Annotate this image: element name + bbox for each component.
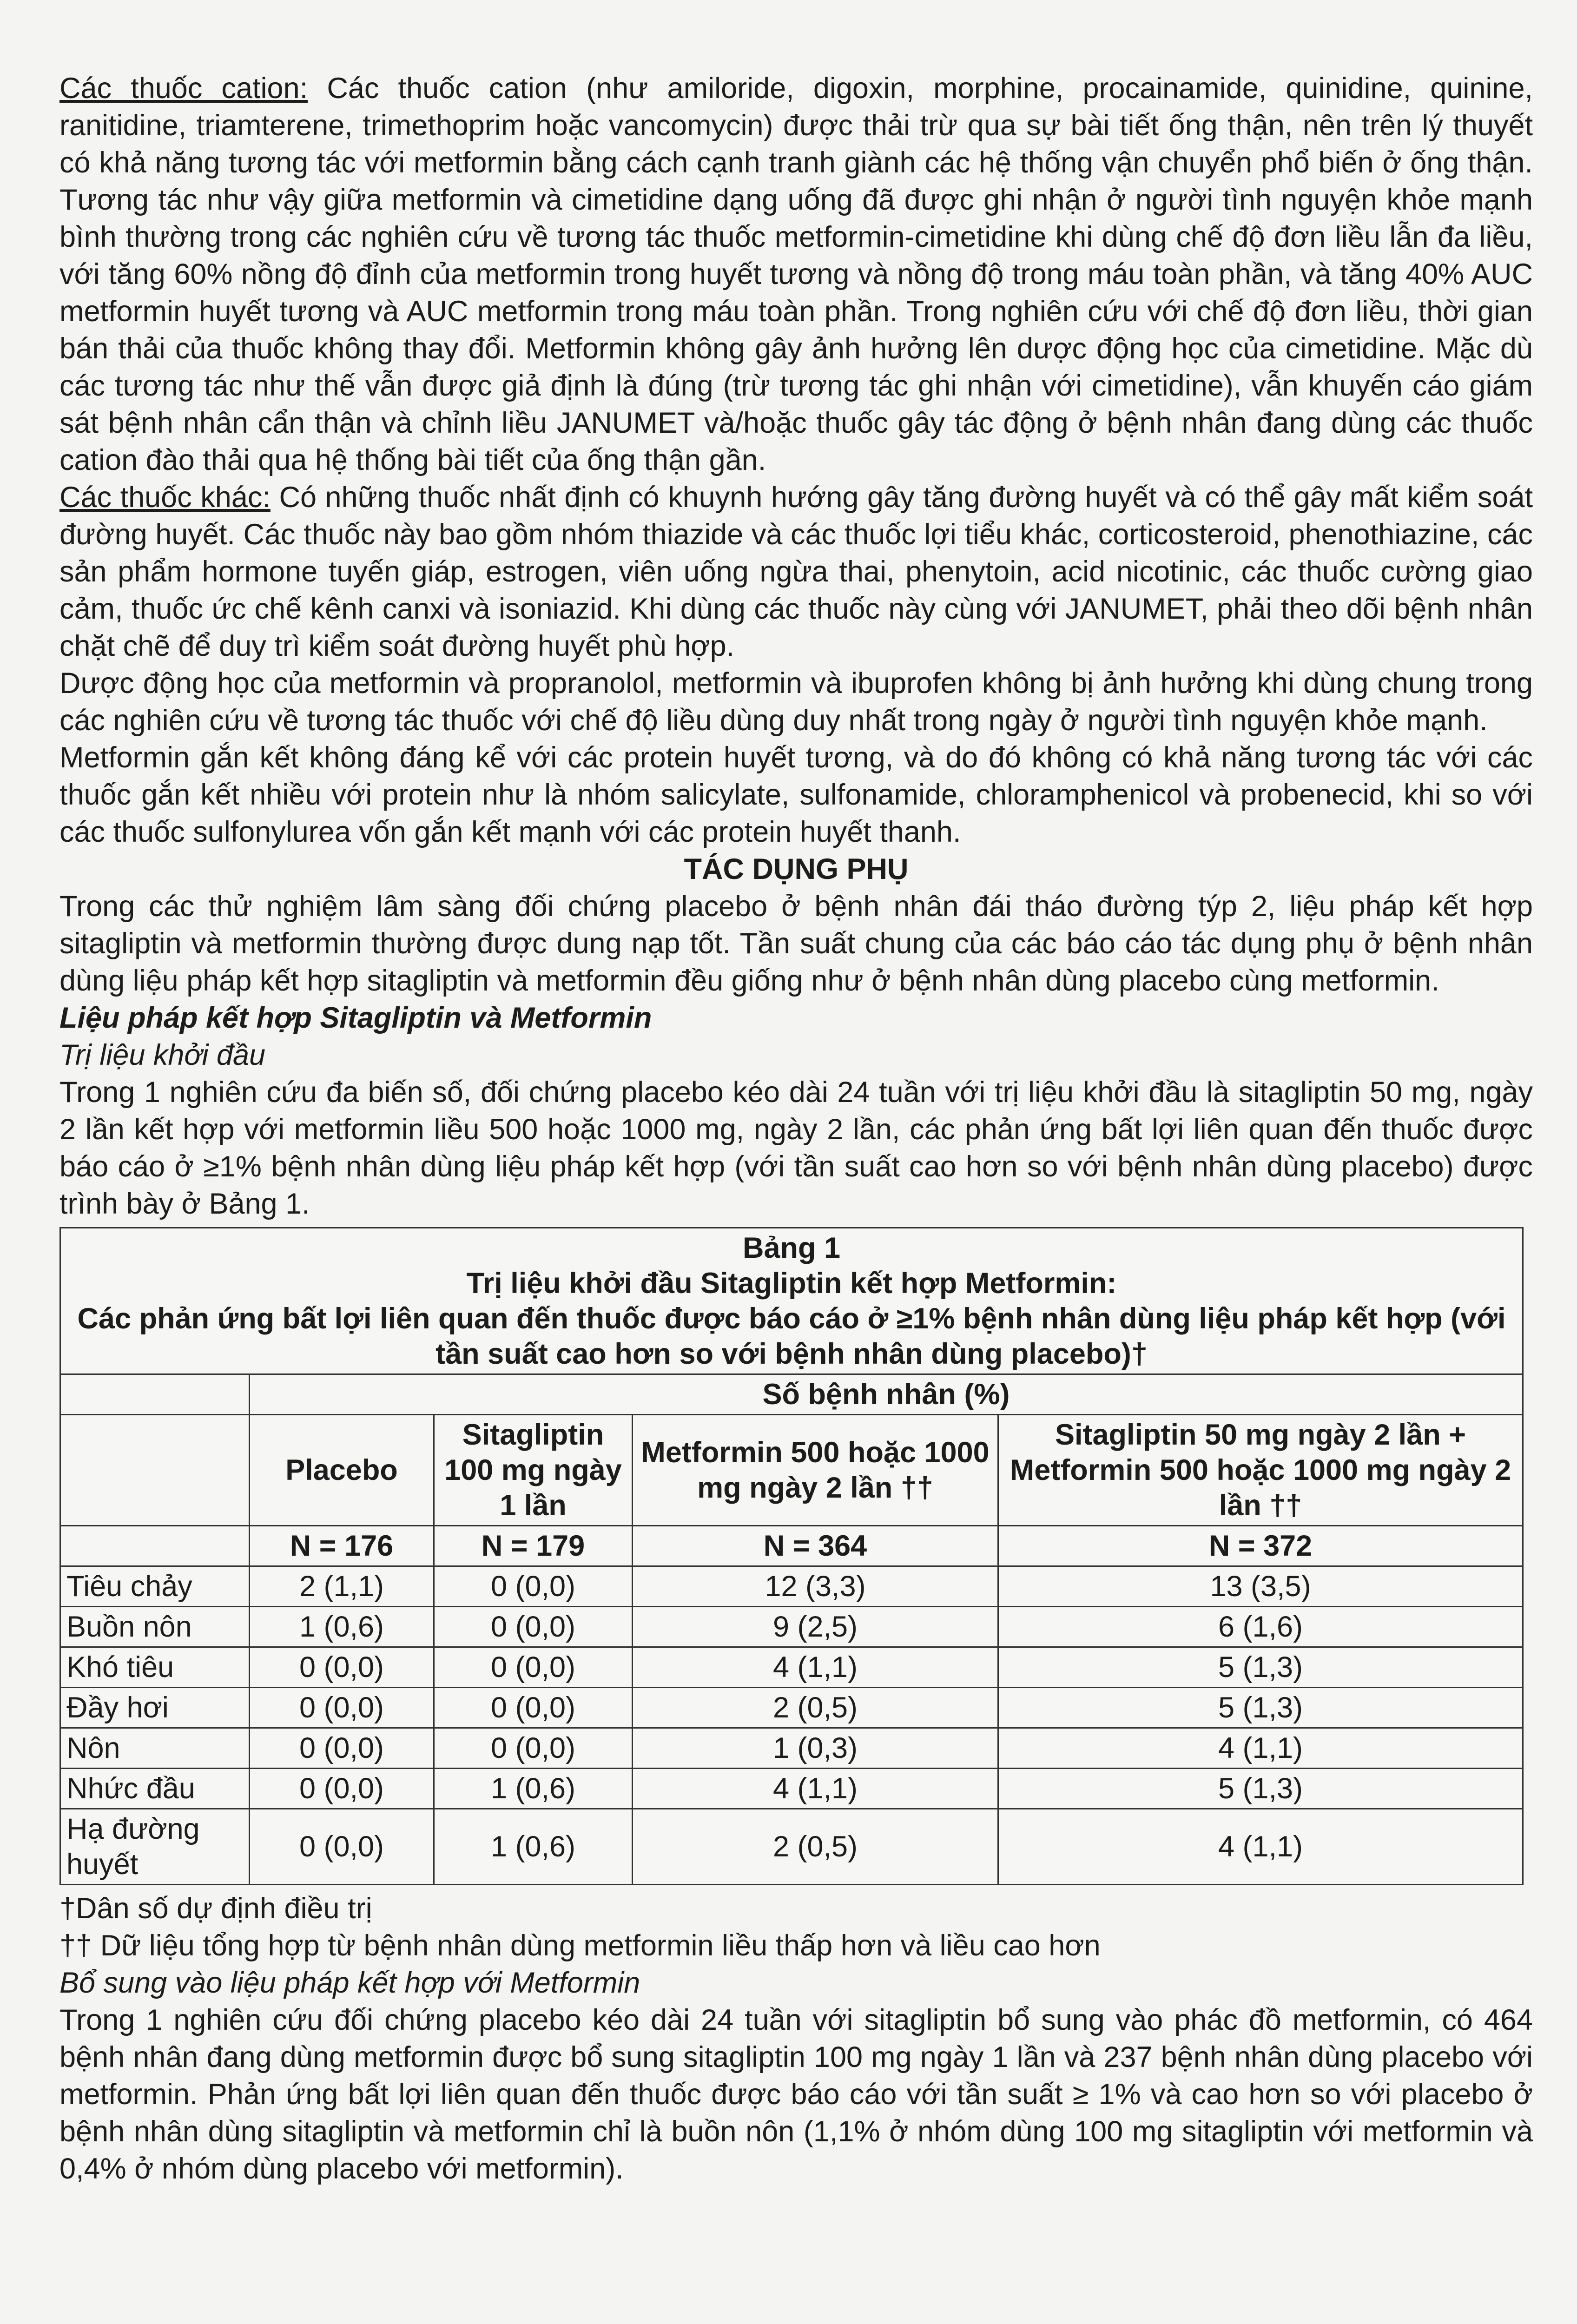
table-cell: 0 (0,0) (434, 1566, 633, 1607)
table-row (60, 1647, 1523, 1688)
table-row (60, 1769, 1523, 1809)
table-row (60, 1607, 1523, 1647)
table-cell: 6 (1,6) (998, 1607, 1523, 1647)
table-cell: 1 (0,3) (633, 1728, 998, 1769)
table-cell: 1 (0,6) (250, 1607, 434, 1647)
table-row (60, 1566, 1523, 1607)
table-cell: 0 (0,0) (434, 1688, 633, 1728)
subheading-initial-therapy: Trị liệu khởi đầu (59, 1039, 266, 1071)
table-cell: 5 (1,3) (998, 1769, 1523, 1809)
table-cell: 2 (1,1) (250, 1566, 434, 1607)
table-cell: 0 (0,0) (250, 1728, 434, 1769)
table-cell: 12 (3,3) (633, 1566, 998, 1607)
table-cell: 2 (0,5) (633, 1809, 998, 1885)
table-cell: 9 (2,5) (633, 1607, 998, 1647)
table-empty-cell (60, 1526, 250, 1566)
paragraph-other-drugs (59, 479, 1533, 665)
subheading-add-on-therapy: Bổ sung vào liệu pháp kết hợp với Metformin (59, 1967, 640, 1999)
table-cell: 4 (1,1) (633, 1647, 998, 1688)
cation-drugs-label: Các thuốc cation: (59, 72, 308, 105)
table-number: Bảng 1 (742, 1232, 841, 1264)
table-cell: 13 (3,5) (998, 1566, 1523, 1607)
paragraph-initial-therapy-study: Trong 1 nghiên cứu đa biến số, đối chứng placebo kéo dài 24 tuần với trị liệu khởi đầu là sitagliptin 50 mg, ngày 2 lần kết hợp với metformin liều 500 hoặc 1000 mg, ngày 2 lần, các phản ứng bất lợi liên quan đến thuốc được báo cáo ở ≥1% bệnh nhân dùng liệu pháp kết hợp (với tần suất cao hơn so với bệnh nhân dùng placebo) được trình bày ở Bảng 1. (59, 1076, 1533, 1220)
table-cell: 4 (1,1) (998, 1728, 1523, 1769)
other-drugs-text: Có những thuốc nhất định có khuynh hướng gây tăng đường huyết và có thể gây mất kiểm soát đường huyết. Các thuốc này bao gồm nhóm thiazide và các thuốc lợi tiểu khác, corticosteroid, phenothiazine, các sản phẩm hormone tuyến giáp, estrogen, viên uống ngừa thai, phenytoin, acid nicotinic, các thuốc cường giao cảm, thuốc ức chế kênh canxi và isoniazid. Khi dùng các thuốc này cùng với JANUMET, phải theo dõi bệnh nhân chặt chẽ để duy trì kiểm soát đường huyết phù hợp. (59, 481, 1533, 662)
column-header-metformin: Metformin 500 hoặc 1000 mg ngày 2 lần †† (633, 1415, 998, 1526)
table-cell: 0 (0,0) (434, 1728, 633, 1769)
paragraph-cation-drugs (59, 70, 1533, 479)
table-cell: 4 (1,1) (633, 1769, 998, 1809)
row-label: Khó tiêu (60, 1647, 250, 1688)
table-cell: 0 (0,0) (250, 1809, 434, 1885)
paragraph-propranolol: Dược động học của metformin và propranolol, metformin và ibuprofen không bị ảnh hưởng khi dùng chung trong các nghiên cứu về tương tác thuốc với chế độ liều dùng duy nhất trong ngày ở người tình nguyện khỏe mạnh. (59, 667, 1533, 737)
table-cell: 1 (0,6) (434, 1769, 633, 1809)
table-cell: 0 (0,0) (250, 1688, 434, 1728)
page-content (59, 70, 1533, 2187)
table-row (60, 1688, 1523, 1728)
column-header-sitagliptin: Sitagliptin 100 mg ngày 1 lần (434, 1415, 633, 1526)
table-title: Trị liệu khởi đầu Sitagliptin kết hợp Metformin: (466, 1267, 1117, 1300)
adverse-reactions-table (59, 1227, 1524, 1885)
table-group-header-row (60, 1374, 1523, 1415)
table-cell: 0 (0,0) (434, 1647, 633, 1688)
paragraph-add-on-study: Trong 1 nghiên cứu đối chứng placebo kéo dài 24 tuần với sitagliptin bổ sung vào phác đồ metformin, có 464 bệnh nhân đang dùng metformin được bổ sung sitagliptin 100 mg ngày 1 lần và 237 bệnh nhân dùng placebo với metformin. Phản ứng bất lợi liên quan đến thuốc được báo cáo với tần suất ≥ 1% và cao hơn so với placebo ở bệnh nhân dùng sitagliptin và metformin chỉ là buồn nôn (1,1% ở nhóm dùng 100 mg sitagliptin với metformin và 0,4% ở nhóm dùng placebo với metformin). (59, 2004, 1533, 2185)
table-description: Các phản ứng bất lợi liên quan đến thuốc được báo cáo ở ≥1% bệnh nhân dùng liệu pháp kết hợp (với tần suất cao hơn so với bệnh nhân dùng placebo)† (77, 1302, 1506, 1370)
table-n-row (60, 1526, 1523, 1566)
n-value-cell: N = 364 (633, 1526, 998, 1566)
n-value-cell: N = 372 (998, 1526, 1523, 1566)
table-cell: 0 (0,0) (434, 1607, 633, 1647)
table-cell: 0 (0,0) (250, 1769, 434, 1809)
table-caption (60, 1228, 1523, 1374)
table-cell: 4 (1,1) (998, 1809, 1523, 1885)
n-value-cell: N = 176 (250, 1526, 434, 1566)
table-cell: 2 (0,5) (633, 1688, 998, 1728)
table-cell: 0 (0,0) (250, 1647, 434, 1688)
table-row (60, 1809, 1523, 1885)
row-label: Nhức đầu (60, 1769, 250, 1809)
row-label: Nôn (60, 1728, 250, 1769)
cation-drugs-text: Các thuốc cation (như amiloride, digoxin, morphine, procainamide, quinidine, quinine, ranitidine, triamterene, trimethoprim hoặc vancomycin) được thải trừ qua sự bài tiết ống thận, nên trên lý thuyết có khả năng tương tác với metformin bằng cách cạnh tranh giành các hệ thống vận chuyển phổ biến ở ống thận. Tương tác như vậy giữa metformin và cimetidine dạng uống đã được ghi nhận ở người tình nguyện khỏe mạnh bình thường trong các nghiên cứu về tương tác thuốc metformin-cimetidine khi dùng chế độ đơn liều lẫn đa liều, với tăng 60% nồng độ đỉnh của metformin trong huyết tương và nồng độ trong máu toàn phần, và tăng 40% AUC metformin huyết tương và AUC metformin trong máu toàn phần. Trong nghiên cứu với chế độ đơn liều, thời gian bán thải của thuốc không thay đổi. Metformin không gây ảnh hưởng lên dược động học của cimetidine. Mặc dù các tương tác như thế vẫn được giả định là đúng (trừ tương tác ghi nhận với cimetidine), vẫn khuyến cáo giám sát bệnh nhân cẩn thận và chỉnh liều JANUMET và/hoặc thuốc gây tác động ở bệnh nhân đang dùng các thuốc cation đào thải qua hệ thống bài tiết của ống thận gần. (59, 72, 1533, 476)
table-footnote-itt: †Dân số dự định điều trị (59, 1892, 372, 1925)
table-row (60, 1728, 1523, 1769)
section-heading-side-effects: TÁC DỤNG PHỤ (684, 853, 909, 885)
table-footnote-pooled: †† Dữ liệu tổng hợp từ bệnh nhân dùng metformin liều thấp hơn và liều cao hơn (59, 1929, 1101, 1962)
table-column-header-row (60, 1415, 1523, 1526)
subheading-combination-therapy: Liệu pháp kết hợp Sitagliptin và Metformin (59, 1002, 652, 1034)
paragraph-protein-binding: Metformin gắn kết không đáng kể với các protein huyết tương, và do đó không có khả năng tương tác với các thuốc gắn kết nhiều với protein như là nhóm salicylate, sulfonamide, chloramphenicol và probenecid, khi so với các thuốc sulfonylurea vốn gắn kết mạnh với các protein huyết thanh. (59, 741, 1533, 848)
row-label: Tiêu chảy (60, 1566, 250, 1607)
column-header-combination: Sitagliptin 50 mg ngày 2 lần + Metformin 500 hoặc 1000 mg ngày 2 lần †† (998, 1415, 1523, 1526)
row-label: Hạ đường huyết (60, 1809, 250, 1885)
column-header-placebo: Placebo (250, 1415, 434, 1526)
other-drugs-label: Các thuốc khác: (59, 481, 271, 514)
table-cell: 1 (0,6) (434, 1809, 633, 1885)
table-cell: 5 (1,3) (998, 1688, 1523, 1728)
table-empty-corner (60, 1374, 250, 1415)
row-label: Đầy hơi (60, 1688, 250, 1728)
paragraph-side-effects-intro: Trong các thử nghiệm lâm sàng đối chứng placebo ở bệnh nhân đái tháo đường týp 2, liệu pháp kết hợp sitagliptin và metformin thường được dung nạp tốt. Tần suất chung của các báo cáo tác dụng phụ ở bệnh nhân dùng liệu pháp kết hợp sitagliptin và metformin đều giống như ở bệnh nhân dùng placebo cùng metformin. (59, 890, 1533, 997)
table-group-header: Số bệnh nhân (%) (250, 1374, 1523, 1415)
table-cell: 5 (1,3) (998, 1647, 1523, 1688)
table-empty-cell (60, 1415, 250, 1526)
row-label: Buồn nôn (60, 1607, 250, 1647)
table-caption-row (60, 1228, 1523, 1374)
n-value-cell: N = 179 (434, 1526, 633, 1566)
